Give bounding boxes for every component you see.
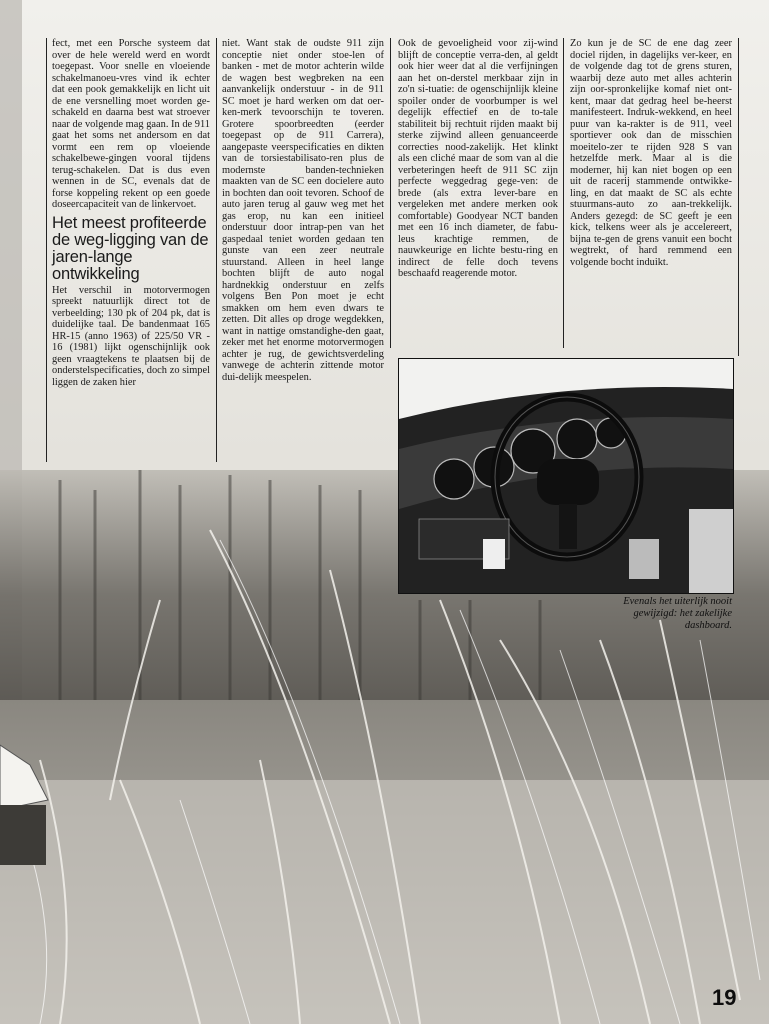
column-rule bbox=[738, 38, 739, 356]
section-heading: Het meest profiteerde de weg-ligging van de jaren-lange ontwikkeling bbox=[52, 213, 209, 283]
article-column-1 bbox=[52, 38, 210, 388]
column-2-body: niet. Want stak de oudste 911 zijn conceptie niet onder stoe-len of banken - met de motor achterin wilde de wagen best wegbreken na een aanvankelijk onderstuur - in de 911 SC moet je hard werken om dat oer-ken-merk tevoorschijn te toveren. Grotere spoorbreedten (eerder toegepast op de 911 Carrera), aangepaste veerspecificaties en dikten van de torsiestabilisato-ren plus de modernste banden-technieken maakten van de SC een docielere auto in bochten dan ooit tevoren. Schoof de auto jaren terug al gauw weg met het gas erop, nu kan een initieel onderstuur door intrap-pen van het gaspedaal teniet worden gedaan ten gunste van een zeer neutrale stuurstand. Alleen in heel lange bochten blijft de auto nogal hardnekkig onderstuur en zelfs volgens Ben Pon moet je echt smakken om hem even dwars te zetten. Dit alles op droge wegdekken, want in nattige omstandighe-den gaat, zeker met het enorme motorvermogen achter je rug, de gewichtsverdeling vanwege de achterin zittende motor dui-delijk meespelen. bbox=[222, 38, 384, 383]
article-column-4 bbox=[570, 38, 732, 268]
column-3-body: Ook de gevoeligheid voor zij-wind blijft de conceptie verra-den, al geldt ook hier weer dat al die verfijningen aan het on-derstel merkbaar zijn in zo'n si-tuatie: de ogenschijnlijk kleine spoiler onder de voorbumper is wel degelijk effectief en de to-tale stabiliteit bij rechtuit rijden maakt bij sterke zijwind alleen genuanceerde correcties nood-zakelijk. Het klinkt als een cliché maar de som van al die verbeteringen heeft de 911 SC zijn perfecte weggedrag gege-ven: de brede (als extra lever-bare en vergeleken met andere merken ook comfortable) Goodyear NCT banden met een 16 inch diameter, de fabu-leus krachtige remmen, de nauwkeurige en lichte bestu-ring en indirect de felle doch tevens beschaafd reagerende motor. bbox=[398, 38, 558, 279]
column-4-body: Zo kun je de SC de ene dag zeer dociel rijden, in dagelijks ver-keer, en de volgende dag tot de grens sturen, waarbij deze auto met alles achterin zijn oor-spronkelijke komaf niet ont-kent, maar dat gedrag heel be-heerst manifesteert. Indruk-wekkend, en heel puur van ka-rakter is de 911, veel sportiever ook dan de misschien moeitelo-zer te rijden 928 S van hetzelfde merk. Maar al is die moderner, hij kan niet bogen op een uit de racerij stammende ontwikke-ling, en dat maakt de SC als echte stuurmans-auto zo aan-trekkelijk. Anders gezegd: de SC geeft je een kick, telkens weer als je accelereert, bijna te-gen de grens vanuit een bocht wegtrekt, of hard remmend een volgende bocht induikt. bbox=[570, 38, 732, 268]
column-rule bbox=[563, 38, 564, 348]
column-rule bbox=[46, 38, 47, 462]
article-column-2 bbox=[222, 38, 384, 383]
article-column-3 bbox=[398, 38, 558, 280]
page-number: 19 bbox=[712, 985, 737, 1010]
dashboard-photo bbox=[398, 358, 734, 594]
dashboard-illustration bbox=[399, 359, 733, 593]
photo-caption: Evenals het uiterlijk nooit gewijzigd: het zakelijke dashboard. bbox=[623, 596, 732, 631]
column-rule bbox=[216, 38, 217, 462]
column-1-intro: fect, met een Porsche systeem dat over de hele wereld werd en wordt toegepast. Voor snelle en vloeiende schakelmanoeu-vres vind ik echter dat een pook gemakkelijk en licht uit de ene versnelling moet worden ge-schakeld en daarna best wat stroever naar de volgende mag gaan. In de 911 gaat het soms net andersom en dat vormt een rem op vloeiende schakelbewe-gingen vooral tijdens terug-schakelen. Dat is dus even wennen in de SC, evenals dat de forse koppeling rekent op een goede doseercapaciteit van de linkervoet. bbox=[52, 38, 210, 210]
column-1-body: Het verschil in motorvermogen spreekt natuurlijk direct tot de verbeelding; 130 pk of 204 pk, dat is duidelijke taal. De bandenmaat 165 HR-15 (anno 1963) of 225/50 VR - 16 (1981) lijkt ogenschijnlijk ook geen vraagtekens te plaatsen bij de onderstelspecificaties, doch zo simpel liggen de zaken hier bbox=[52, 284, 210, 388]
column-rule bbox=[390, 38, 391, 348]
